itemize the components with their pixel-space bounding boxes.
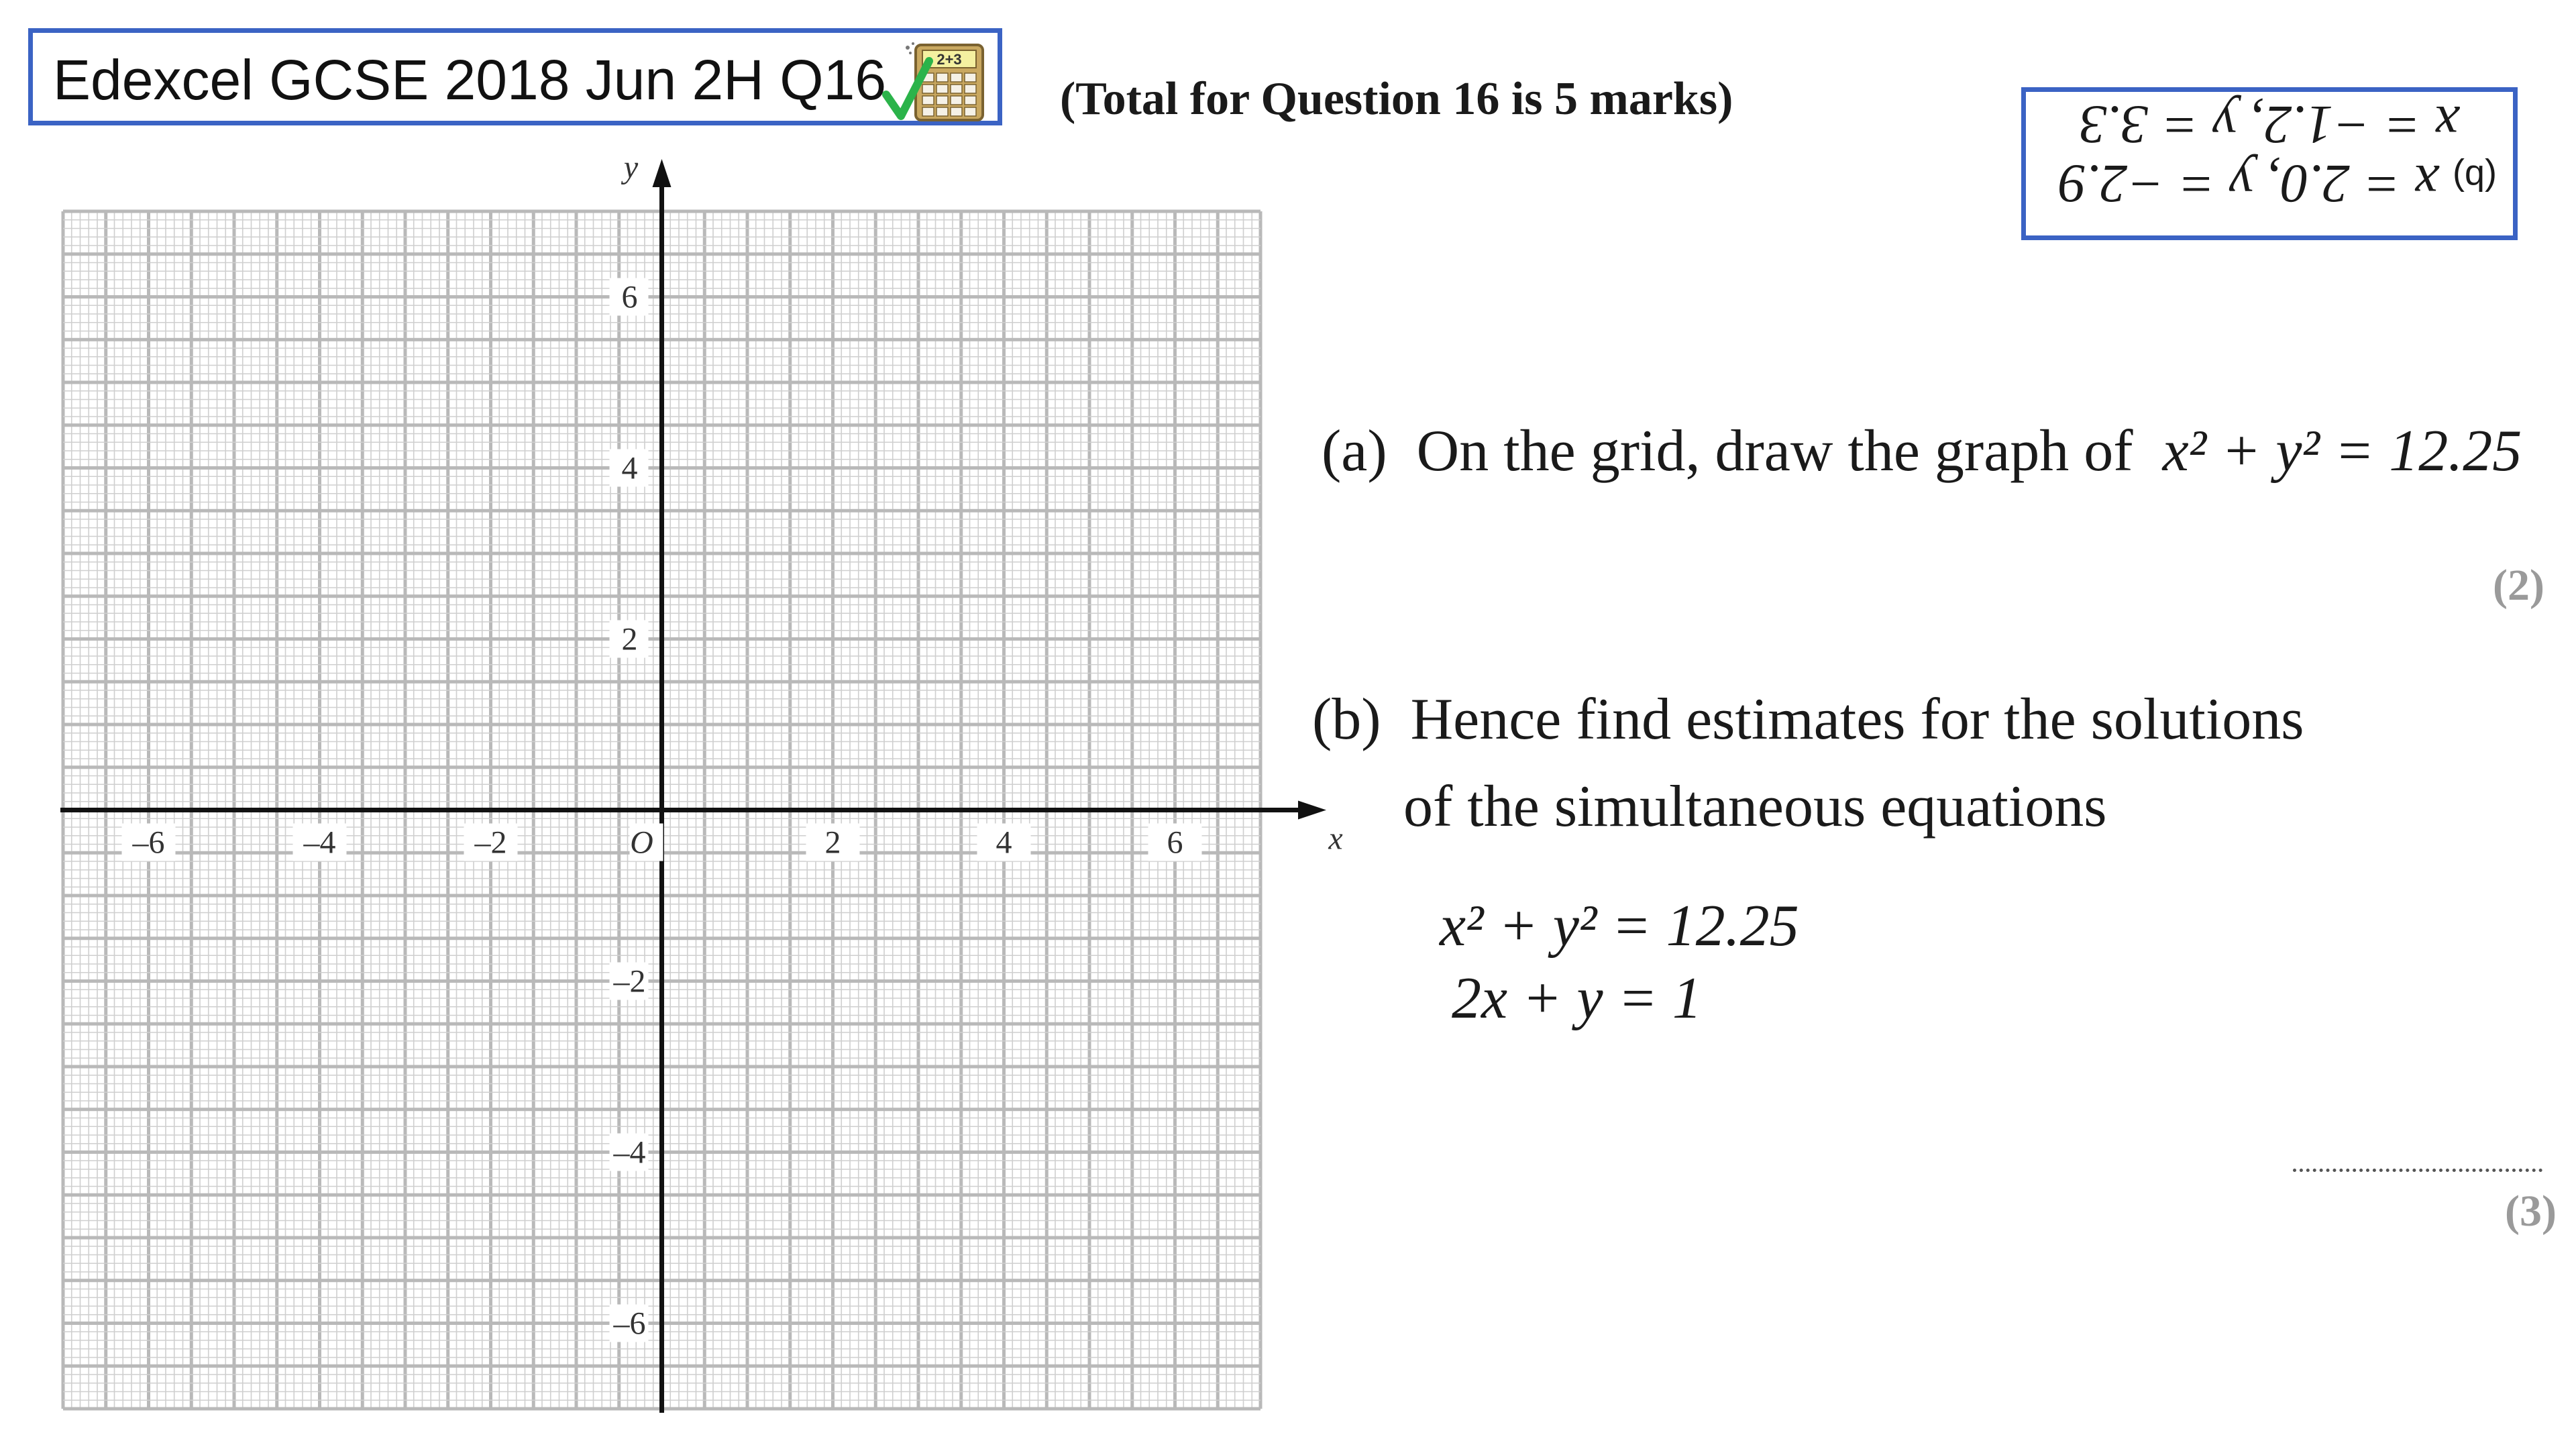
x-tick-label: 4: [996, 824, 1012, 861]
answer-solution-2: x = −1.2, y = 3.3: [2079, 95, 2459, 156]
answer-part-tag: (b): [2453, 158, 2497, 198]
answer-line-2: [2079, 93, 2459, 156]
x-axis-label: x: [1328, 820, 1343, 857]
question-a-marks: (2): [2493, 561, 2544, 610]
total-marks: (Total for Question 16 is 5 marks): [1060, 73, 1733, 125]
origin-label: O: [630, 824, 653, 861]
x-axis-arrow-icon: [1298, 801, 1326, 820]
page-title: Edexcel GCSE 2018 Jun 2H Q16: [53, 48, 887, 111]
answer-solution-1: x = 2.0, y = −2.9: [2058, 154, 2439, 215]
question-a-label: (a): [1322, 419, 1387, 484]
x-tick-label: 2: [824, 824, 841, 861]
y-tick-label: –4: [613, 1134, 646, 1171]
equation-2: 2x + y = 1: [1452, 966, 1702, 1031]
question-a-equation: x² + y² = 12.25: [2162, 419, 2522, 484]
question-b-text-1: Hence find estimates for the solutions: [1410, 687, 2304, 752]
x-tick-label: –2: [474, 824, 507, 861]
equation-1: x² + y² = 12.25: [1440, 894, 1799, 959]
x-tick-label: –6: [132, 824, 165, 861]
y-tick-label: –6: [613, 1305, 646, 1342]
answer-box: [2021, 87, 2518, 240]
x-tick-label: –4: [303, 824, 336, 861]
question-a: [1322, 417, 2522, 485]
answer-line-1: [2059, 152, 2497, 215]
question-b-label: (b): [1312, 687, 1381, 752]
question-b-marks: (3): [2505, 1187, 2557, 1236]
y-axis-arrow-icon: [653, 159, 672, 187]
answer-box-content: [2026, 92, 2513, 235]
question-b-text-2: of the simultaneous equations: [1403, 774, 2107, 839]
y-tick-label: –2: [613, 963, 646, 1000]
y-tick-label: 2: [621, 621, 638, 657]
x-tick-label: 6: [1167, 824, 1183, 861]
y-axis-label: y: [623, 150, 639, 185]
tick-labels: [122, 150, 1343, 1342]
question-b: [1312, 686, 2304, 753]
y-tick-label: 4: [621, 450, 638, 486]
question-a-text: On the grid, draw the graph of: [1416, 419, 2133, 484]
axes: [60, 159, 1326, 1413]
answer-line: [2293, 1169, 2542, 1172]
calculator-display-text: 2+3: [936, 51, 962, 68]
y-tick-label: 6: [621, 279, 638, 315]
